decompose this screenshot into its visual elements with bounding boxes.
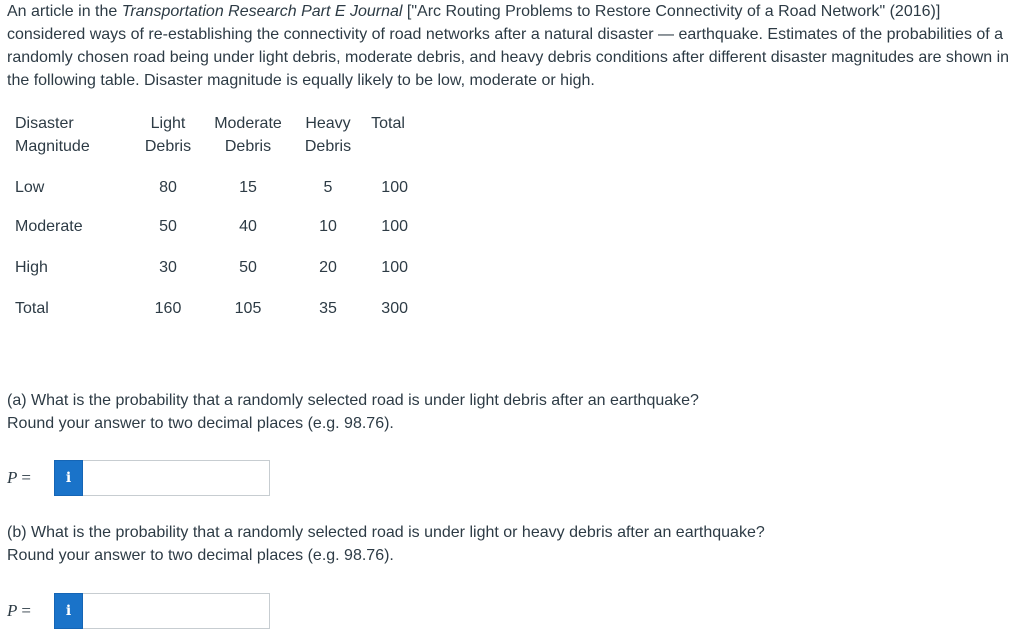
header-moderate-debris: Moderate Debris [214, 115, 282, 155]
header-disaster-magnitude: Disaster Magnitude [15, 115, 90, 155]
question-b [7, 521, 1007, 567]
header-total: Total [371, 115, 405, 132]
info-icon[interactable]: i [54, 460, 83, 496]
question-a-text: (a) What is the probability that a randomly selected road is under light debris after an earthquake? [7, 392, 699, 409]
problem-intro [7, 0, 1012, 92]
row-label: Low [15, 179, 45, 196]
row-label: Moderate [15, 218, 83, 235]
question-b-text: (b) What is the probability that a randomly selected road is under light or heavy debris after an earthquake? [7, 524, 765, 541]
table-row [8, 287, 408, 328]
row-label: Total [15, 300, 49, 317]
cell-heavy: 35 [319, 300, 337, 317]
cell-moderate: 15 [239, 179, 257, 196]
table-row [8, 246, 408, 287]
cell-light: 50 [159, 218, 177, 235]
question-b-rounding: Round your answer to two decimal places (e.g. 98.76). [7, 547, 394, 564]
cell-heavy: 5 [323, 179, 333, 196]
info-icon[interactable]: i [54, 593, 83, 629]
answer-b-input[interactable] [83, 593, 270, 629]
cell-total: 100 [381, 179, 408, 196]
table-header-row [8, 112, 408, 164]
question-a [7, 389, 1007, 435]
table-row [8, 205, 408, 246]
cell-light: 30 [159, 259, 177, 276]
answer-b-row [7, 593, 270, 629]
cell-total: 300 [381, 300, 408, 317]
answer-a-label: P = [7, 468, 31, 487]
table-row [8, 164, 408, 205]
cell-moderate: 50 [239, 259, 257, 276]
cell-total: 100 [381, 259, 408, 276]
debris-probability-table [8, 112, 408, 328]
answer-a-input[interactable] [83, 460, 270, 496]
header-heavy-debris: Heavy Debris [304, 115, 352, 155]
cell-heavy: 20 [319, 259, 337, 276]
cell-light: 80 [159, 179, 177, 196]
intro-text-1: An article in the [7, 3, 122, 20]
journal-name: Transportation Research Part E Journal [121, 3, 403, 20]
answer-b-label: P = [7, 601, 31, 620]
header-light-debris: Light Debris [144, 115, 192, 155]
intro-text-2: ["Arc Routing Problems to Restore Connectivity of a Road Network" (2016)] considered ways of re-establishing the connectivity of road networks after a natural disaster — earthquake. Estimates of the probabilities of a randomly chosen road being under light debris, moderate debris, and heavy debris conditions after different disaster magnitudes are shown in the following table. Disaster magnitude is equally likely to be low, moderate or high. [7, 3, 1010, 89]
row-label: High [15, 259, 48, 276]
cell-moderate: 105 [234, 300, 262, 317]
answer-a-row [7, 460, 270, 496]
question-a-rounding: Round your answer to two decimal places (e.g. 98.76). [7, 415, 394, 432]
cell-light: 160 [154, 300, 182, 317]
cell-moderate: 40 [239, 218, 257, 235]
cell-total: 100 [381, 218, 408, 235]
cell-heavy: 10 [319, 218, 337, 235]
